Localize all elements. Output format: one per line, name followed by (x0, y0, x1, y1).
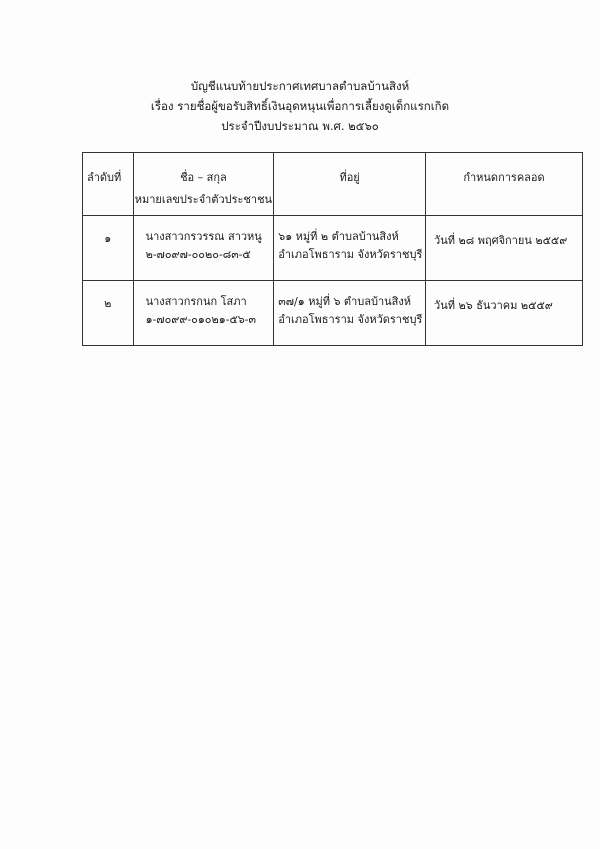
person-id-number: ๑-๗๐๙๙-๐๑๐๒๑-๕๖-๓ (145, 313, 257, 326)
header-title: บัญชีแนบท้ายประกาศเทศบาลตำบลบ้านสิงห์ (190, 79, 410, 93)
header-fiscal-year: ประจำปีงบประมาณ พ.ศ. ๒๕๖๐ (221, 119, 379, 133)
row-index-cell: ๒ (83, 281, 134, 346)
document-header (0, 76, 600, 136)
column-header-index: ลำดับที่ (83, 153, 134, 216)
column-header-due-date: กำหนดการคลอด (426, 153, 583, 216)
column-header-name-line2: หมายเลขประจำตัวประชาชน (134, 193, 273, 206)
address-line1: ๖๑ หมู่ที่ ๒ ตำบลบ้านสิงห์ (278, 230, 399, 243)
person-name: นางสาวกรวรรณ สาวหนู (145, 230, 262, 243)
row-due-date-cell: วันที่ ๒๖ ธันวาคม ๒๕๕๙ (426, 281, 583, 346)
row-name-cell (133, 281, 274, 346)
table-row (83, 216, 583, 281)
person-name: นางสาวกรกนก โสภา (145, 295, 247, 308)
row-name-cell (133, 216, 274, 281)
table-row (83, 281, 583, 346)
column-header-name-line1: ชื่อ – สกุล (180, 171, 227, 184)
table-header-row (83, 153, 583, 216)
column-header-address: ที่อยู่ (274, 153, 426, 216)
column-header-name (133, 153, 274, 216)
row-address-cell (274, 281, 426, 346)
row-address-cell (274, 216, 426, 281)
address-line1: ๓๗/๑ หมู่ที่ ๖ ตำบลบ้านสิงห์ (278, 295, 411, 308)
row-due-date-cell: วันที่ ๒๘ พฤศจิกายน ๒๕๕๙ (426, 216, 583, 281)
header-subject: เรื่อง รายชื่อผู้ขอรับสิทธิ์เงินอุดหนุนเพื่อการเลี้ยงดูเด็กแรกเกิด (150, 99, 450, 113)
row-index-cell: ๑ (83, 216, 134, 281)
person-id-number: ๒-๗๐๙๗-๐๐๒๐-๘๓-๕ (145, 248, 251, 261)
recipients-table (82, 152, 583, 346)
address-line2: อำเภอโพธาราม จังหวัดราชบุรี (278, 248, 423, 261)
address-line2: อำเภอโพธาราม จังหวัดราชบุรี (278, 313, 423, 326)
